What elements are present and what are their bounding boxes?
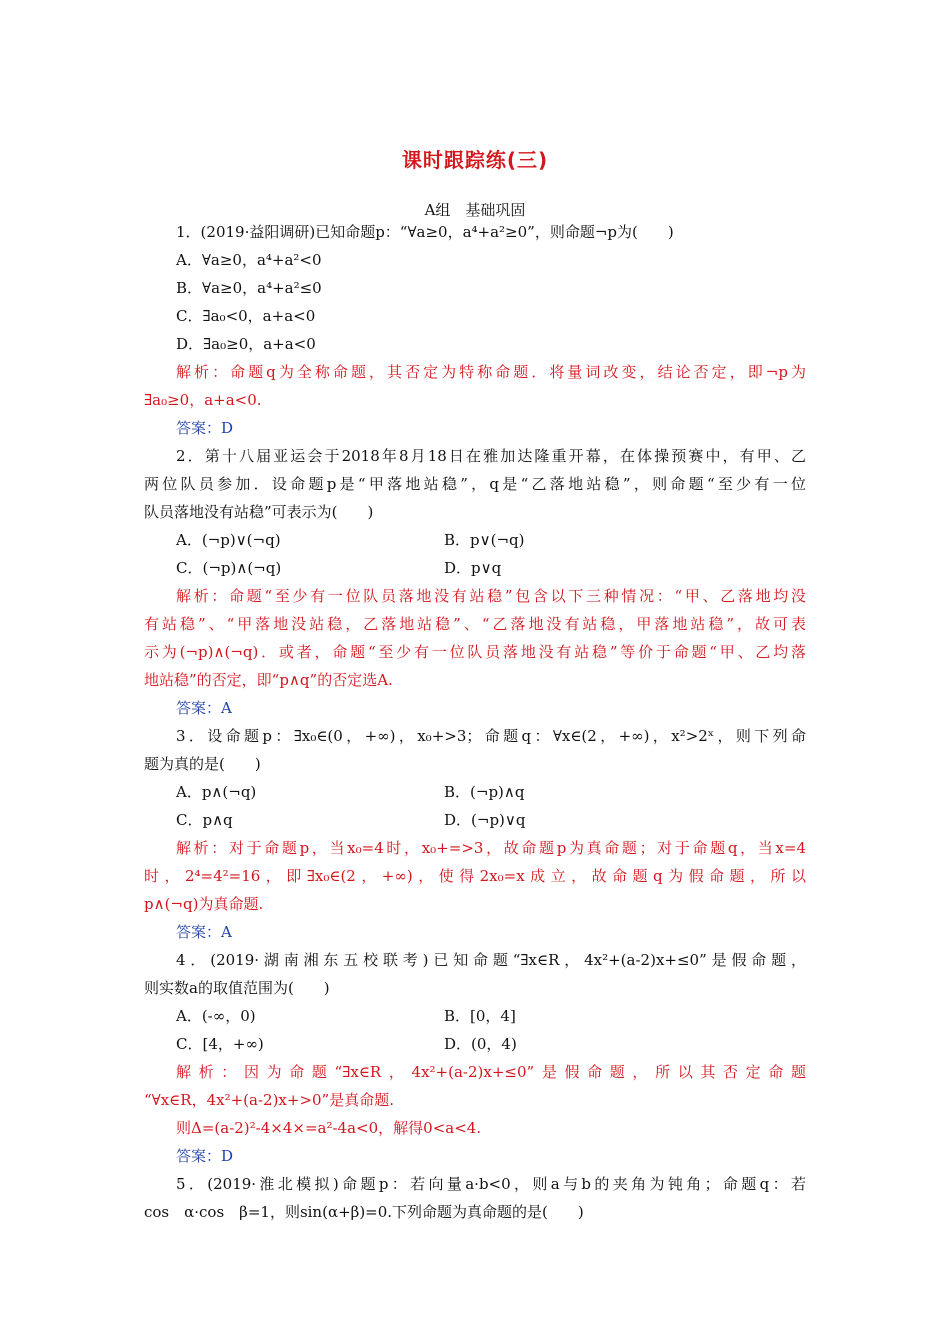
question-4-option-b: B．[0，4]	[444, 1007, 516, 1025]
question-3-answer: 答案：A	[176, 923, 232, 941]
question-2-option-d: D．p∨q	[444, 559, 502, 577]
question-2-solution-line-3: 示为(¬p)∧(¬q)．或者，命题“至少有一位队员落地没有站稳”等价于命题“甲、乙均落	[144, 643, 806, 661]
question-4-stem-line-1: 4．(2019·湖南湘东五校联考)已知命题“∃x∈R，4x²+(a-2)x+≤0”是假命题，	[176, 951, 806, 969]
question-2-stem-line-3: 队员落地没有站稳”可表示为( )	[144, 503, 374, 521]
question-2-solution-line-1: 解析：命题“至少有一位队员落地没有站稳”包含以下三种情况：“甲、乙落地均没	[176, 587, 806, 605]
question-2-option-c: C．(¬p)∧(¬q)	[176, 559, 282, 577]
question-3-solution-line-3: p∧(¬q)为真命题.	[144, 895, 264, 913]
question-4-option-c: C．[4，+∞)	[176, 1035, 264, 1053]
question-3-solution-line-2: 时，2⁴=4²=16，即∃x₀∈(2，+∞)，使得2x₀=x成立，故命题q为假命题，所以	[144, 867, 806, 885]
question-1-option-d: D．∃a₀≥0，a+a<0	[176, 335, 316, 353]
question-3-option-c: C．p∧q	[176, 811, 233, 829]
question-4-solution-line-2: “∀x∈R，4x²+(a-2)x+>0”是真命题.	[144, 1091, 394, 1109]
question-4-answer: 答案：D	[176, 1147, 234, 1165]
question-4-option-d: D．(0，4)	[444, 1035, 517, 1053]
question-1-solution-line-1: 解析：命题q为全称命题，其否定为特称命题．将量词改变，结论否定，即¬p为	[176, 363, 806, 381]
question-1-stem: 1．(2019·益阳调研)已知命题p：“∀a≥0，a⁴+a²≥0”，则命题¬p为( )	[176, 223, 674, 241]
question-3-option-a: A．p∧(¬q)	[176, 783, 257, 801]
question-1-option-a: A．∀a≥0，a⁴+a²<0	[176, 251, 322, 269]
section-heading: A组 基础巩固	[424, 201, 526, 219]
question-2-answer: 答案：A	[176, 699, 232, 717]
question-3-option-b: B．(¬p)∧q	[444, 783, 525, 801]
question-3-stem-line-1: 3．设命题p：∃x₀∈(0，+∞)，x₀+>3；命题q：∀x∈(2，+∞)，x²>2ˣ，则下列命	[176, 727, 806, 745]
question-3-option-d: D．(¬p)∨q	[444, 811, 526, 829]
page-title: 课时跟踪练(三)	[401, 148, 549, 172]
question-4-solution-line-3: 则Δ=(a-2)²-4×4×=a²-4a<0，解得0<a<4.	[176, 1119, 482, 1137]
question-2-solution-line-4: 地站稳”的否定，即“p∧q”的否定选A.	[144, 671, 393, 689]
question-2-stem-line-2: 两位队员参加．设命题p是“甲落地站稳”，q是“乙落地站稳”，则命题“至少有一位	[144, 475, 806, 493]
question-1-answer: 答案：D	[176, 419, 234, 437]
question-5-stem-line-1: 5．(2019·淮北模拟)命题p：若向量a·b<0，则a与b的夹角为钝角；命题q：若	[176, 1175, 806, 1193]
question-3-solution-line-1: 解析：对于命题p，当x₀=4时，x₀+=>3，故命题p为真命题；对于命题q，当x=4	[176, 839, 806, 857]
question-1-option-c: C．∃a₀<0，a+a<0	[176, 307, 316, 325]
question-2-option-b: B．p∨(¬q)	[444, 531, 525, 549]
question-2-option-a: A．(¬p)∨(¬q)	[176, 531, 281, 549]
question-2-solution-line-2: 有站稳”、“甲落地没站稳，乙落地站稳”、“乙落地没有站稳，甲落地站稳”，故可表	[144, 615, 806, 633]
question-2-stem-line-1: 2．第十八届亚运会于2018年8月18日在雅加达隆重开幕，在体操预赛中，有甲、乙	[176, 447, 806, 465]
question-4-solution-line-1: 解析：因为命题“∃x∈R，4x²+(a-2)x+≤0”是假命题，所以其否定命题	[176, 1063, 806, 1081]
question-4-stem-line-2: 则实数a的取值范围为( )	[144, 979, 330, 997]
question-4-option-a: A．(-∞，0)	[176, 1007, 256, 1025]
question-5-stem-line-2: cos α·cos β=1，则sin(α+β)=0.下列命题为真命题的是( )	[144, 1203, 584, 1221]
question-3-stem-line-2: 题为真的是( )	[144, 755, 261, 773]
question-1-option-b: B．∀a≥0，a⁴+a²≤0	[176, 279, 322, 297]
question-1-solution-line-2: ∃a₀≥0，a+a<0.	[144, 391, 262, 409]
